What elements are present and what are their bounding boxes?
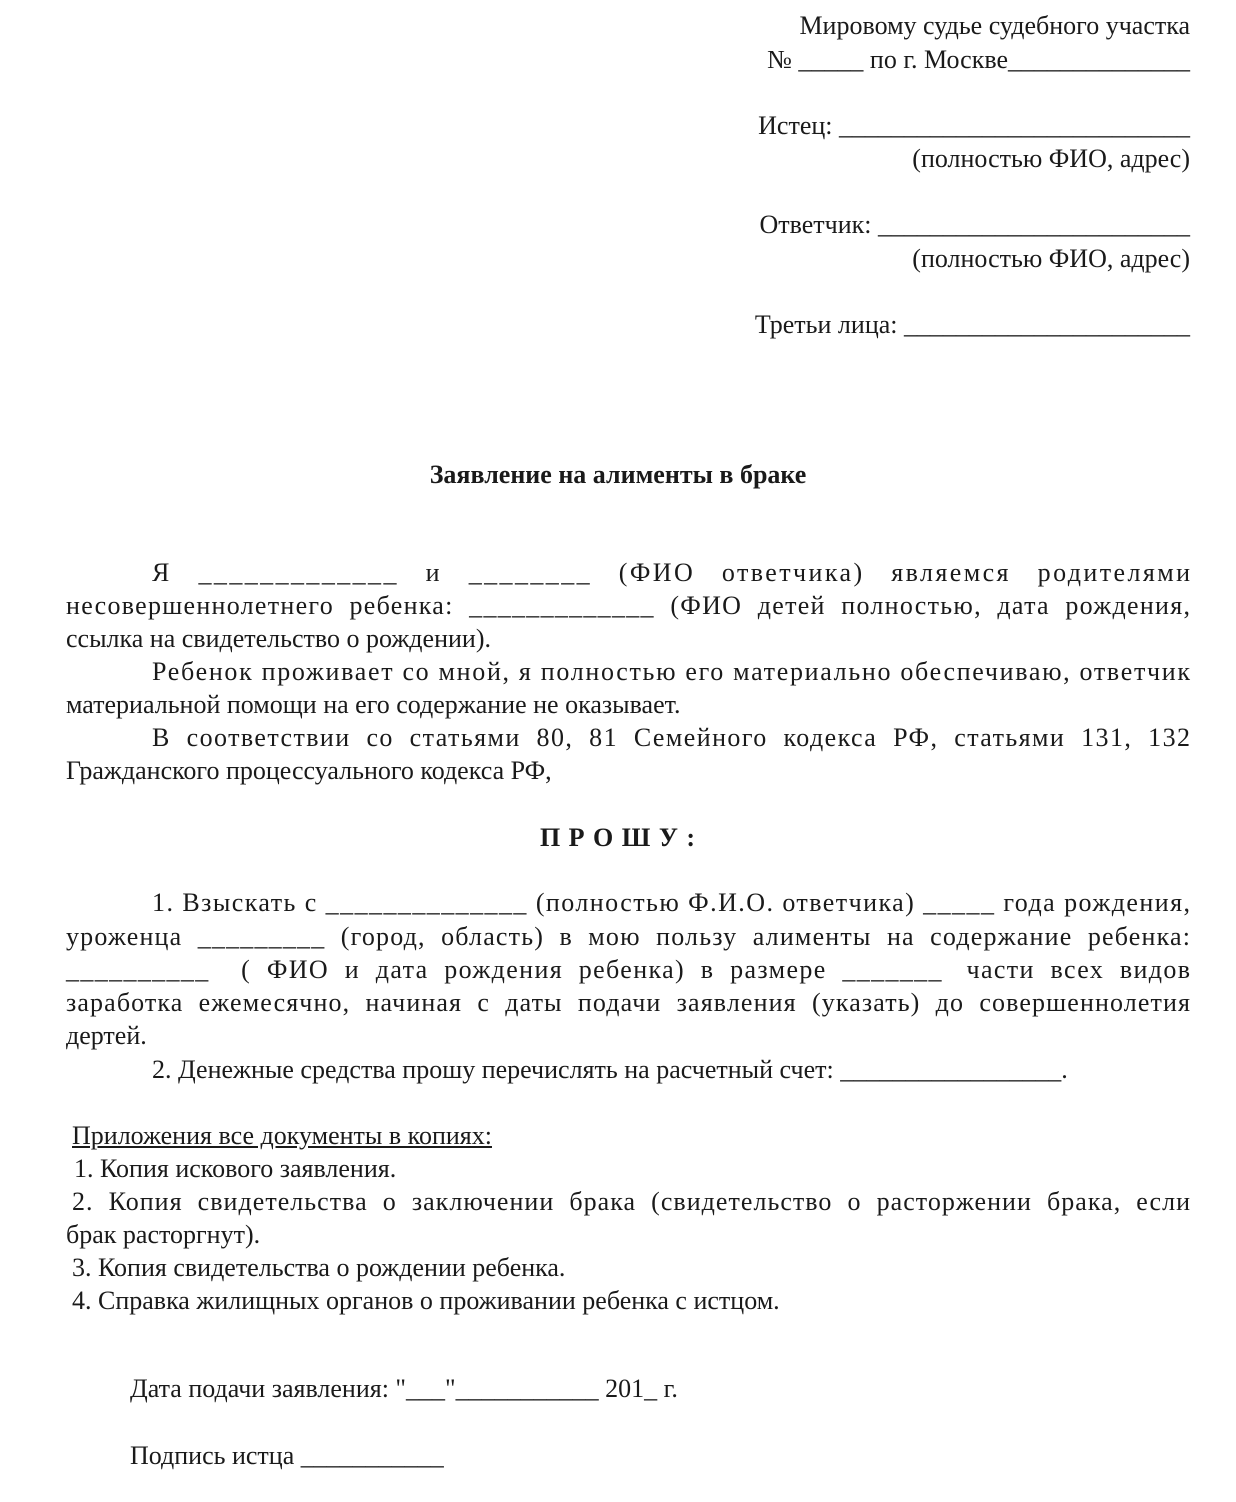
- signature-line: Подпись истца ___________: [130, 1441, 444, 1470]
- defendant-note: (полностью ФИО, адрес): [912, 244, 1190, 273]
- request1-line3: __________ ( ФИО и дата рождения ребенка) в размере _______ части всех видов: [66, 955, 1192, 984]
- header-court-line: Мировому судье судебного участка: [799, 11, 1190, 40]
- attachment-item-1: 1. Копия искового заявления.: [74, 1154, 397, 1183]
- header-court-number-line: № _____ по г. Москве______________: [767, 45, 1190, 74]
- body-p3-line2: Гражданского процессуального кодекса РФ,: [66, 756, 552, 785]
- request2-line1: 2. Денежные средства прошу перечислять на расчетный счет: _________________.: [152, 1055, 1068, 1084]
- document-title: Заявление на алименты в браке: [429, 460, 807, 489]
- attachment-item-2-line1: 2. Копия свидетельства о заключении брака (свидетельство о расторжении брака, если: [72, 1187, 1192, 1216]
- filing-date-line: Дата подачи заявления: "___"___________ 201_ г.: [130, 1374, 678, 1403]
- attachment-item-4: 4. Справка жилищных органов о проживании ребенка с истцом.: [72, 1286, 780, 1315]
- body-p1-line2: несовершеннолетнего ребенка: _____________ (ФИО детей полностью, дата рождения,: [66, 591, 1192, 620]
- body-p2-line2: материальной помощи на его содержание не оказывает.: [66, 690, 681, 719]
- body-p1-line3: ссылка на свидетельство о рождении).: [66, 624, 491, 653]
- attachment-item-3: 3. Копия свидетельства о рождении ребенка.: [72, 1253, 566, 1282]
- attachment-item-2-line2: брак расторгнут).: [66, 1220, 261, 1249]
- request1-line4: заработка ежемесячно, начиная с даты подачи заявления (указать) до совершеннолетия: [66, 988, 1192, 1017]
- body-p1-line1: Я _____________ и ________ (ФИО ответчика) являемся родителями: [152, 558, 1193, 587]
- defendant-field: Ответчик: ________________________: [759, 210, 1190, 239]
- request1-line5: дертей.: [66, 1021, 147, 1050]
- request-heading: П Р О Ш У :: [539, 823, 697, 852]
- body-p3-line1: В соответствии со статьями 80, 81 Семейного кодекса РФ, статьями 131, 132: [152, 723, 1192, 752]
- third-parties-field: Третьи лица: ______________________: [754, 310, 1190, 339]
- body-p2-line1: Ребенок проживает со мной, я полностью его материально обеспечиваю, ответчик: [152, 657, 1192, 686]
- request1-line1: 1. Взыскать с ______________ (полностью Ф.И.О. ответчика) _____ года рождения,: [152, 888, 1192, 917]
- plaintiff-note: (полностью ФИО, адрес): [912, 144, 1190, 173]
- plaintiff-field: Истец: ___________________________: [758, 111, 1190, 140]
- attachments-heading: Приложения все документы в копиях:: [72, 1121, 492, 1150]
- request1-line2: уроженца _________ (город, область) в мою пользу алименты на содержание ребенка:: [66, 922, 1192, 951]
